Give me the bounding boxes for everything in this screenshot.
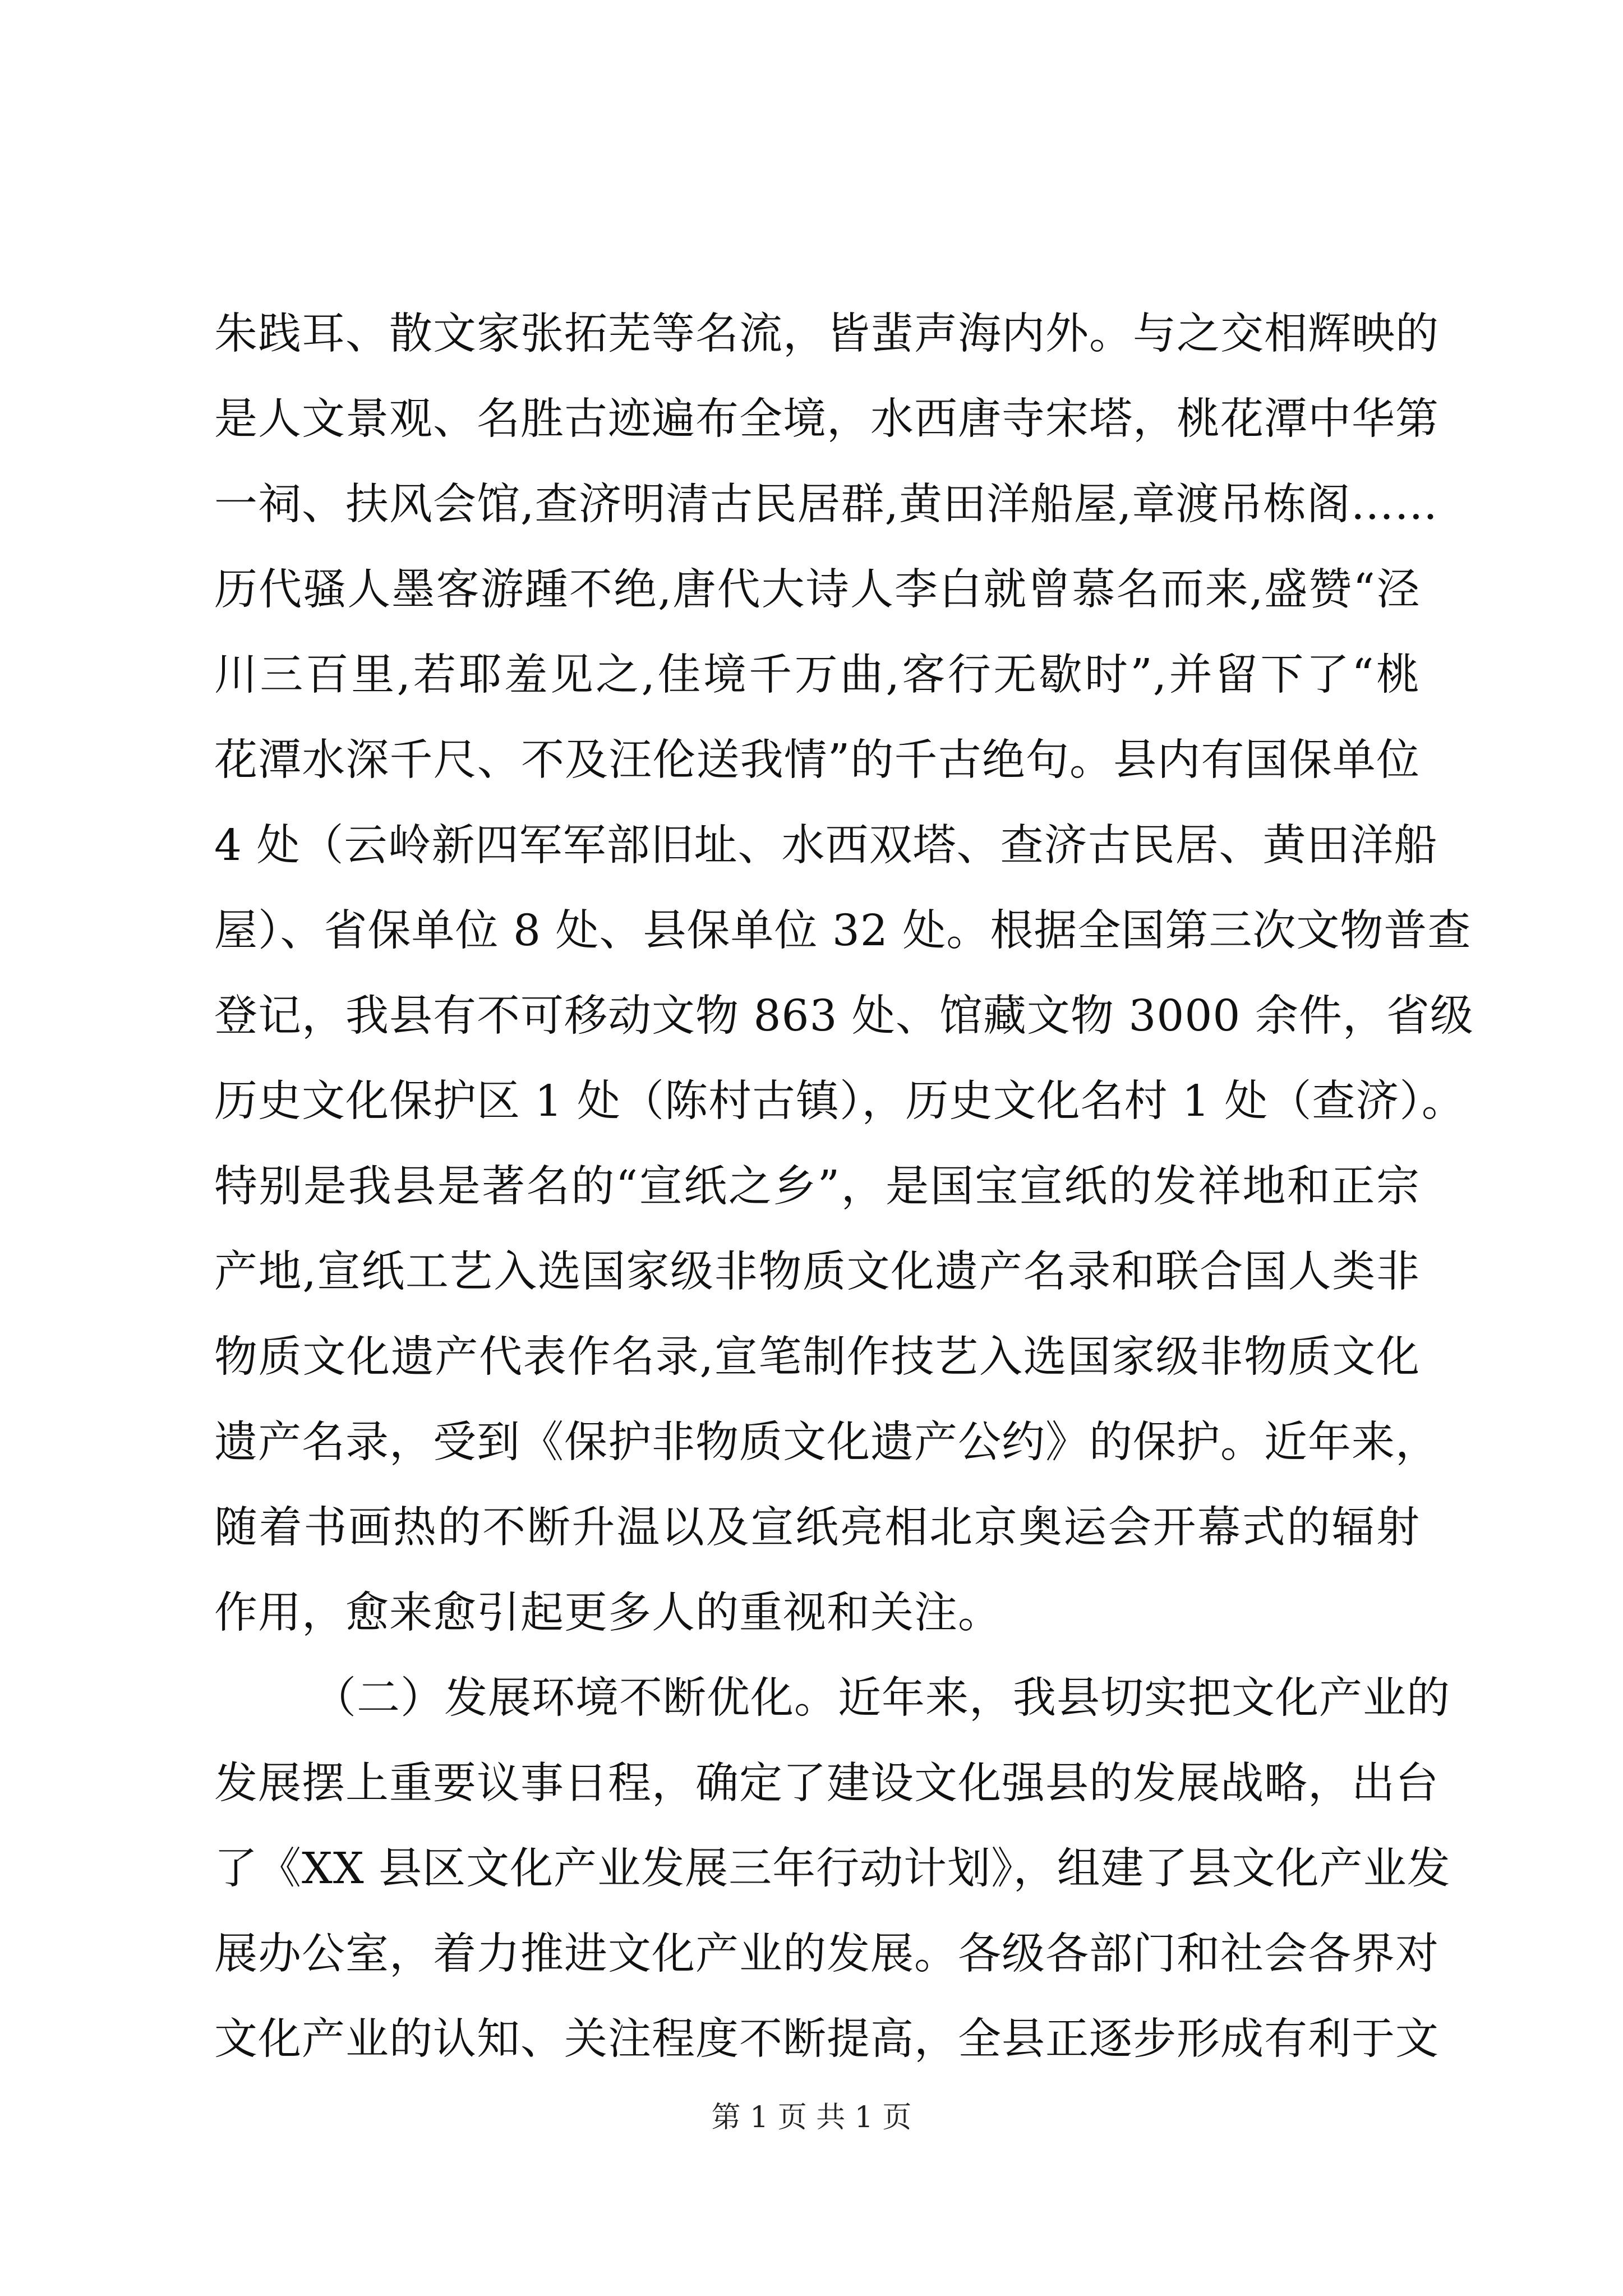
paragraph-2-line-1: （二）发展环境不断优化。近年来，我县切实把文化产业的 [313,1673,1450,1723]
paragraph-1-line-3: 一祠、扶风会馆,查济明清古民居群,黄田洋船屋,章渡吊栋阁…… [214,480,1438,530]
paragraph-1-line-7: 4 处（云岭新四军军部旧址、水西双塔、查济古民居、黄田洋船 [214,821,1438,871]
paragraph-1-line-12: 产地,宣纸工艺入选国家级非物质文化遗产名录和联合国人类非 [214,1247,1420,1297]
document-body [214,292,1474,2082]
paragraph-1-line-9: 登记，我县有不可移动文物 863 处、馆藏文物 3000 余件，省级 [214,991,1474,1041]
paragraph-1-line-15: 随着书画热的不断升温以及宣纸亮相北京奥运会开幕式的辐射 [214,1503,1420,1553]
paragraph-1-line-5: 川三百里,若耶羞见之,佳境千万曲,客行无歇时”,并留下了“桃 [214,650,1420,700]
paragraph-1-line-8: 屋）、省保单位 8 处、县保单位 32 处。根据全国第三次文物普查 [214,906,1472,956]
paragraph-2-line-4: 展办公室，着力推进文化产业的发展。各级各部门和社会各界对 [214,1929,1439,1979]
paragraph-1-line-2: 是人文景观、名胜古迹遍布全境，水西唐寺宋塔，桃花潭中华第 [214,394,1439,444]
paragraph-2-line-3: 了《XX 县区文化产业发展三年行动计划》，组建了县文化产业发 [214,1844,1451,1894]
paragraph-1-line-10: 历史文化保护区 1 处（陈村古镇），历史文化名村 1 处（查济）。 [214,1076,1465,1126]
paragraph-1-line-13: 物质文化遗产代表作名录,宣笔制作技艺入选国家级非物质文化 [214,1332,1420,1382]
paragraph-1-line-6: 花潭水深千尺、不及汪伦送我情”的千古绝句。县内有国保单位 [214,735,1420,785]
paragraph-2-line-2: 发展摆上重要议事日程，确定了建设文化强县的发展战略，出台 [214,1759,1439,1809]
paragraph-1-line-16: 作用，愈来愈引起更多人的重视和关注。 [214,1588,1002,1638]
page-footer: 第 1 页 共 1 页 [711,2101,912,2134]
paragraph-1-line-1: 朱践耳、散文家张拓芜等名流，皆蜚声海内外。与之交相辉映的 [214,309,1439,359]
paragraph-1-line-14: 遗产名录，受到《保护非物质文化遗产公约》的保护。近年来， [214,1418,1439,1467]
paragraph-1-line-4: 历代骚人墨客游踵不绝,唐代大诗人李白就曾慕名而来,盛赞“泾 [214,565,1420,615]
paragraph-2-line-5: 文化产业的认知、关注程度不断提高，全县正逐步形成有利于文 [214,2014,1439,2064]
paragraph-1-line-11: 特别是我县是著名的“宣纸之乡”，是国宝宣纸的发祥地和正宗 [214,1162,1420,1212]
